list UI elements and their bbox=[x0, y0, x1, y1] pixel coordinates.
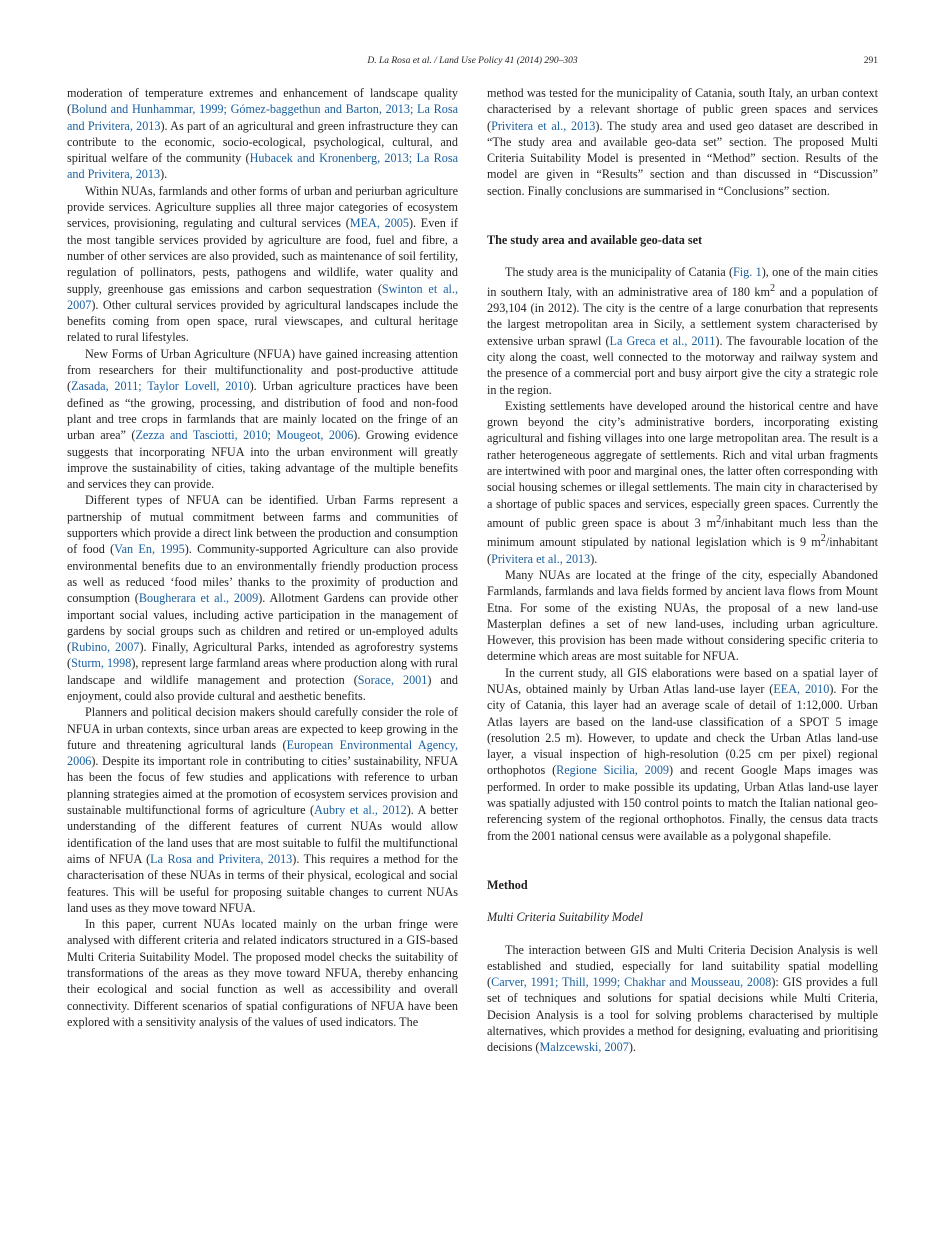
citation-link[interactable]: EEA, 2010 bbox=[773, 681, 830, 696]
spacer bbox=[487, 893, 878, 909]
paragraph: In this paper, current NUAs located mainly on the urban fringe were analysed with different criteria and related indicators structured in a GIS-based Multi Criteria Suitability Model. The proposed model checks the suitability of transformations of the areas as they move toward NFUA, thereby enhancing their ecological and social function as well as accessibility and overall connectivity. Different scenarios of spatial configurations of NFUA have been explored with a sensitivity analysis of the values of used indicators. The bbox=[67, 917, 458, 1029]
citation-link[interactable]: Zasada, 2011; Taylor Lovell, 2010 bbox=[71, 379, 250, 394]
spacer bbox=[487, 248, 878, 264]
citation-link[interactable]: Sturm, 1998 bbox=[71, 656, 132, 671]
paragraph: Different types of NFUA can be identified. Urban Farms represent a partnership of mutual commitment between farms and communities of supporters which provide a direct link between the production and consumption of food (Van En, 1995). Community-supported Agriculture can also provide environmental benefits due to an environmentally friendly production process as well as reduced ‘food miles’ thanks to the proximity of production and consumption (Bougherara et al., 2009). Allotment Gardens can provide other important social values, including active participation in the management of gardens by social groups such as children and retired or un-employed adults (Rubino, 2007). Finally, Agricultural Parks, intended as agroforestry systems (Sturm, 1998), represent large farmland areas where production along with rural landscape and wildlife management and protection (Sorace, 2001) and enjoyment, could also provide cultural and aesthetic benefits. bbox=[67, 493, 459, 703]
spacer bbox=[487, 844, 878, 877]
citation-link[interactable]: Rubino, 2007 bbox=[71, 640, 140, 655]
right-column bbox=[487, 85, 878, 1056]
paragraph: Planners and political decision makers should carefully consider the role of NFUA in urban contexts, since urban areas are expected to keep growing in the future and threatening agricultural lands (European Environmental Agency, 2006). Despite its important role in contributing to cities’ sustainability, NFUA has been the focus of few studies and applications with reference to urban planning strategies aimed at the promotion of ecosystem services provision and sustainable multifunctional forms of agriculture (Aubry et al., 2012). A better understanding of the different features of current NUAs would allow identification of the land uses that are most suitable to fulfil the multifunctional aims of NFUA (La Rosa and Privitera, 2013). This requires a method for the characterisation of these NUAs in terms of their physical, ecological and social features. This will be useful for proposing suitable changes to current NUAs land uses as they move toward NFUA. bbox=[67, 705, 459, 915]
citation-link[interactable]: Swinton et al., 2007 bbox=[67, 281, 458, 312]
journal-citation: D. La Rosa et al. / Land Use Policy 41 (2014) 290–303 bbox=[367, 56, 578, 66]
citation-link[interactable]: European Environmental Agency, 2006 bbox=[67, 737, 459, 769]
citation-link[interactable]: Privitera et al., 2013 bbox=[491, 551, 591, 566]
paragraph: Many NUAs are located at the fringe of the city, especially Abandoned Farmlands, farmlands and lava fields formed by ancient lava flows from Mount Etna. For some of the existing NUAs, the proposal of a new land-use Masterplan defines a set of new land-uses, including urban agriculture. However, this provision has been made without considering specific criteria to determine which areas are most suitable for NFUA. bbox=[487, 567, 878, 664]
paragraph: Existing settlements have developed around the historical centre and have grown beyond the city’s administrative borders, incorporating existing agricultural and fishing villages into one large metropolitan area. The result is a rather heterogeneous aggregate of settlements. Rich and vital urban fragments are intertwined with poor and marginal ones, the latter often corresponding with social housing schemes or illegal settlements. The main city in characterised by a shortage of public spaces and services, especially green spaces. Currently the amount of public green space is about 3 $m^2$/inhabitant much less than the minimum amount stipulated by national legislation which is 9 $m^2$/inhabitant (Privitera et al., 2013). bbox=[487, 398, 878, 566]
citation-link[interactable]: La Rosa and Privitera, 2013 bbox=[150, 851, 293, 866]
figure-link[interactable]: Fig. 1 bbox=[733, 265, 762, 280]
spacer bbox=[487, 199, 878, 232]
citation-link[interactable]: Sorace, 2001 bbox=[357, 672, 428, 687]
citation-link[interactable]: La Greca et al., 2011 bbox=[609, 333, 716, 348]
citation-link[interactable]: Van En, 1995 bbox=[114, 542, 185, 557]
citation-link[interactable]: Aubry et al., 2012 bbox=[314, 803, 407, 818]
paragraph: Within NUAs, farmlands and other forms of urban and periurban agriculture provide services. Agriculture supplies all three major categories of ecosystem services, provisioning, regulating and cultural services (MEA, 2005). Even if the most tangible services provided by agriculture are food, fuel and fibre, a number of other services are also provided, such as maintenance of soil fertility, regulation of pollinators, pests, pathogens and wildlife, water quality and supply, greenhouse gas emissions and carbon sequestration (Swinton et al., 2007). Other cultural services provided by agricultural landscapes include the benefits coming from open space, rural viewscapes, and cultural heritage related to rural lifestyles. bbox=[67, 183, 458, 345]
page-number: 291 bbox=[863, 56, 878, 66]
left-column bbox=[67, 85, 458, 1030]
running-header bbox=[67, 56, 878, 70]
citation-link[interactable]: Zezza and Tasciotti, 2010; Mougeot, 2006 bbox=[135, 428, 354, 443]
spacer bbox=[487, 926, 878, 942]
paragraph: In the current study, all GIS elaborations were based on a spatial layer of NUAs, obtained mainly by Urban Atlas land-use layer (EEA, 2010). For the city of Catania, this layer had an average scale of detail of 1:12,000. Urban Atlas layers are based on the land-use classification of a SPOT 5 image (resolution 2.5 m). However, to update and check the Urban Atlas land-use layer, a visual inspection of high-resolution (0.25 cm per pixel) regional orthophotos (Regione Sicilia, 2009) and recent Google Maps images was performed. In order to make possible its updating, Urban Atlas land-use layer was spatially adjusted with 150 control points to match the Italian national geo-referencing system of the regional orthophotos. Finally, the census data tracts from the 2001 national census were available as a polygonal shapefile. bbox=[487, 665, 878, 843]
subsection-heading: Multi Criteria Suitability Model bbox=[487, 910, 644, 925]
section-heading-study-area: The study area and available geo-data set bbox=[487, 233, 703, 248]
section-heading-method: Method bbox=[487, 877, 528, 892]
paragraph: The study area is the municipality of Catania (Fig. 1), one of the main cities in southern Italy, with an administrative area of 180 $km^2$ and a population of 293,104 (in 2012). The city is the centre of a large conurbation that represents the largest metropolitan area in Sicily, a settlement system characterised by extensive urban sprawl (La Greca et al., 2011). The favourable location of the city along the coast, well connected to the motorway and railway system and the presence of a commercial port and busy airport give the city a strategic role in the region. bbox=[487, 265, 878, 397]
citation-link[interactable]: Bougherara et al., 2009 bbox=[138, 591, 259, 606]
paragraph: The interaction between GIS and Multi Criteria Decision Analysis is well established and studied, especially for land suitability spatial modelling (Carver, 1991; Thill, 1999; Chakhar and Mousseau, 2008): GIS provides a full set of techniques and solutions for spatial decisions while Multi Criteria, Decision Analysis is a tool for solving problems characterised by multiple alternatives, which provides a method for designing, evaluating and prioritising decisions (Malzcewski, 2007). bbox=[487, 942, 878, 1055]
citation-link[interactable]: Malzcewski, 2007 bbox=[539, 1040, 629, 1055]
paragraph: New Forms of Urban Agriculture (NFUA) have gained increasing attention from researchers for their multifunctionality and post-productive attitude (Zasada, 2011; Taylor Lovell, 2010). Urban agriculture practices have been defined as “the growing, processing, and distribution of food and non-food plant and tree crops in farmlands that are mainly located on the fringe of an urban area” (Zezza and Tasciotti, 2010; Mougeot, 2006). Growing evidence suggests that incorporating NFUA into the urban environment will greatly improve the sustainability of cities, taking advantage of the multiple benefits and services they can provide. bbox=[67, 346, 458, 492]
citation-link[interactable]: Hubacek and Kronenberg, 2013; La Rosa and Privitera, 2013 bbox=[67, 151, 458, 182]
citation-link[interactable]: MEA, 2005 bbox=[349, 216, 409, 231]
citation-link[interactable]: Regione Sicilia, 2009 bbox=[556, 763, 670, 778]
citation-link[interactable]: Bolund and Hunhammar, 1999; Gómez-baggethun and Barton, 2013; La Rosa and Privitera, 2013 bbox=[67, 102, 458, 133]
citation-link[interactable]: Carver, 1991; Thill, 1999; Chakhar and Mousseau, 2008 bbox=[491, 975, 772, 990]
citation-link[interactable]: Privitera et al., 2013 bbox=[491, 118, 596, 133]
paragraph: moderation of temperature extremes and enhancement of landscape quality (Bolund and Hunhammar, 1999; Gómez-baggethun and Barton, 2013; La Rosa and Privitera, 2013). As part of an agricultural and green infrastructure they can contribute to the economic, socio-ecological, psychological, cultural, and spiritual welfare of the community (Hubacek and Kronenberg, 2013; La Rosa and Privitera, 2013). bbox=[67, 86, 458, 182]
paragraph: method was tested for the municipality of Catania, south Italy, an urban context characterised by a relevant shortage of public green spaces and services (Privitera et al., 2013). The study area and used geo dataset are described in “The study area and available geo-data set” section. The proposed Multi Criteria Suitability Model is presented in “Method” section. Results of the model are given in “Results” section and than discussed in “Discussion” section. Finally conclusions are summarised in “Conclusions” section. bbox=[487, 86, 878, 198]
